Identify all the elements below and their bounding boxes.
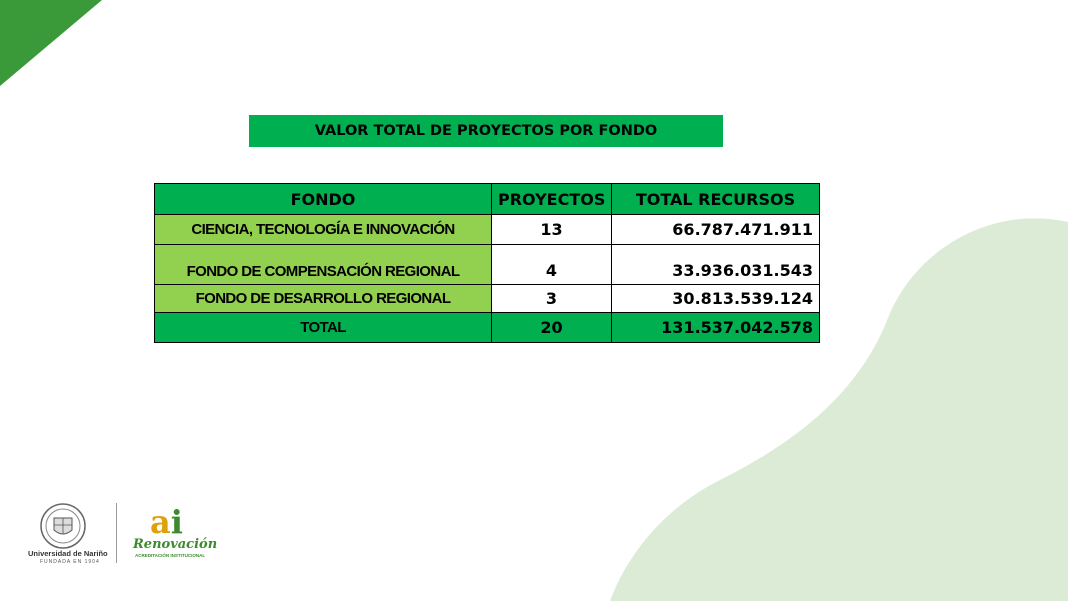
table-title: VALOR TOTAL DE PROYECTOS POR FONDO	[249, 115, 723, 147]
fondo-cell: CIENCIA, TECNOLOGÍA E INNOVACIÓN	[155, 215, 492, 245]
university-founded: FUNDADA EN 1904	[40, 559, 100, 565]
university-name: Universidad de Nariño	[28, 549, 108, 558]
proyectos-cell: 13	[492, 215, 612, 245]
total-cell: 66.787.471.911	[612, 215, 820, 245]
header-total-recursos: TOTAL RECURSOS	[612, 184, 820, 215]
proyectos-cell: 3	[492, 285, 612, 313]
table-header-row	[155, 184, 820, 215]
fondo-cell: FONDO DE COMPENSACIÓN REGIONAL	[155, 245, 492, 285]
ai-logo-icon	[150, 503, 183, 541]
total-label-cell: TOTAL	[155, 313, 492, 343]
total-proyectos-cell: 20	[492, 313, 612, 343]
header-fondo: FONDO	[155, 184, 492, 215]
total-row	[155, 313, 820, 343]
table-row	[155, 245, 820, 285]
ai-logo-a: a	[150, 503, 171, 541]
table-row	[155, 285, 820, 313]
logo-divider	[116, 503, 117, 563]
table-row	[155, 215, 820, 245]
fund-table	[154, 183, 820, 343]
proyectos-cell: 4	[492, 245, 612, 285]
renovacion-text: Renovación	[133, 537, 218, 552]
header-proyectos: PROYECTOS	[492, 184, 612, 215]
ai-logo-i: i	[170, 503, 183, 541]
fondo-cell: FONDO DE DESARROLLO REGIONAL	[155, 285, 492, 313]
total-cell: 33.936.031.543	[612, 245, 820, 285]
acreditacion-text: ACREDITACIÓN INSTITUCIONAL	[135, 553, 206, 558]
total-cell: 30.813.539.124	[612, 285, 820, 313]
total-recursos-cell: 131.537.042.578	[612, 313, 820, 343]
university-seal-icon	[30, 500, 100, 550]
